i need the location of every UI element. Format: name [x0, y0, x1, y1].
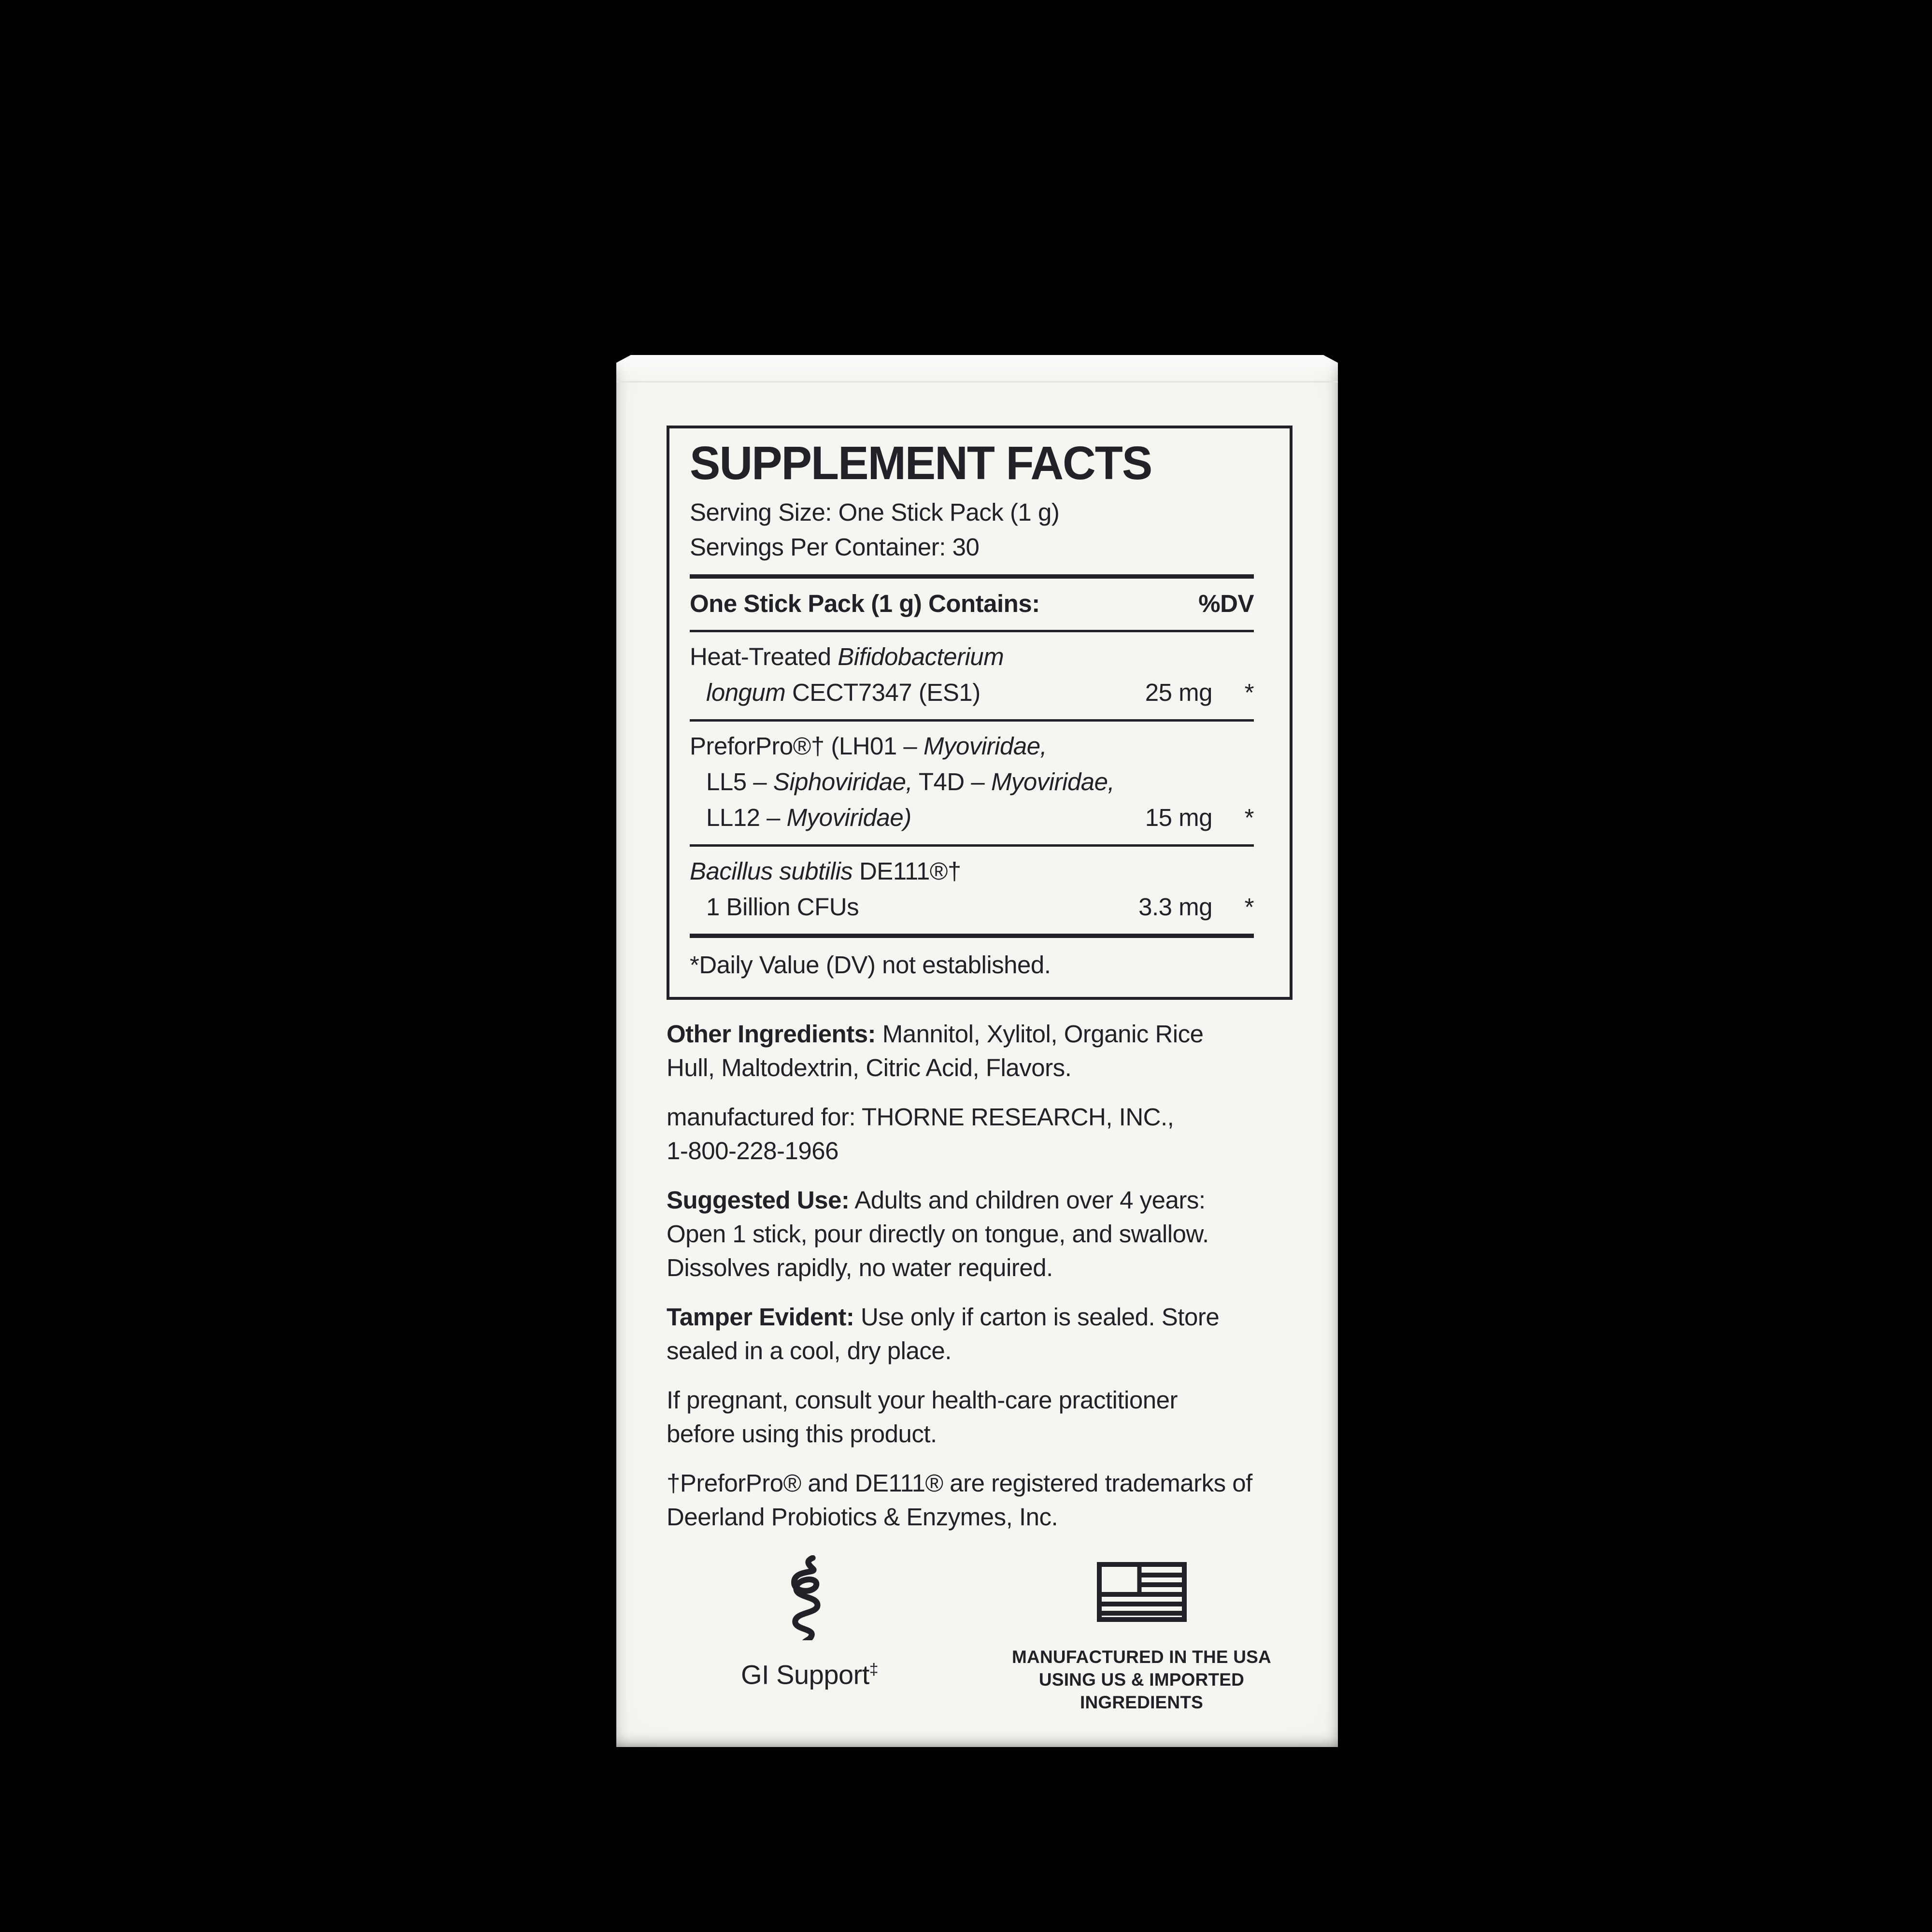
double-dagger-mark: ‡	[869, 1661, 878, 1678]
ingredient-dv: *	[1244, 679, 1254, 706]
gi-support-label: GI Support‡	[741, 1659, 878, 1690]
pregnancy-warning-paragraph	[667, 1383, 1304, 1451]
ingredient-name: PreforPro®† (LH01 – Myoviridae, LL5 – Siphoviridae, T4D – Myoviridae, LL12 – Myoviridae)	[690, 732, 1115, 831]
rule-thick-top	[690, 574, 1254, 579]
made-in-usa-caption: MANUFACTURED IN THE USA USING US & IMPORTED INGREDIENTS	[1012, 1647, 1271, 1712]
suggested-use-paragraph	[667, 1183, 1304, 1285]
serving-size: Serving Size: One Stick Pack (1 g)	[690, 498, 1060, 526]
ingredient-dv: *	[1244, 893, 1254, 921]
pregnancy-warning-text: If pregnant, consult your health-care practitioner before using this product.	[667, 1386, 1178, 1448]
manufactured-for-paragraph	[667, 1100, 1304, 1168]
label-paragraphs	[667, 1017, 1304, 1534]
ingredient-amount: 3.3 mg	[1138, 893, 1212, 921]
suggested-use-text: Adults and children over 4 years: Open 1 stick, pour directly on tongue, and swallow. Dissolves rapidly, no water required.	[667, 1186, 1209, 1281]
other-ingredients-label: Other Ingredients:	[667, 1020, 876, 1048]
carton-flap-notch-left	[616, 355, 631, 363]
footer-badges	[667, 1555, 1294, 1714]
other-ingredients-text: Mannitol, Xylitol, Organic Rice Hull, Maltodextrin, Citric Acid, Flavors.	[667, 1020, 1204, 1081]
manufactured-for-text: manufactured for: THORNE RESEARCH, INC., 1-800-228-1966	[667, 1103, 1174, 1165]
ingredient-name: Heat-Treated Bifidobacterium longum CECT7347 (ES1)	[690, 643, 1004, 706]
suggested-use-label: Suggested Use:	[667, 1186, 850, 1214]
ingredient-row-bifidobacterium	[690, 632, 1254, 719]
ingredient-amount: 25 mg	[1145, 679, 1212, 706]
carton-back-panel	[616, 355, 1338, 1747]
ingredient-row-bacillus	[690, 847, 1254, 934]
tamper-evident-label: Tamper Evident:	[667, 1303, 854, 1331]
ingredient-amount: 15 mg	[1145, 804, 1212, 831]
ingredient-row-preforpro	[690, 722, 1254, 844]
daily-value-footnote: *Daily Value (DV) not established.	[690, 951, 1051, 979]
made-in-usa-badge	[989, 1555, 1294, 1714]
contains-label: One Stick Pack (1 g) Contains:	[690, 590, 1040, 617]
other-ingredients-paragraph	[667, 1017, 1304, 1085]
trademark-paragraph	[667, 1466, 1304, 1534]
trademark-text: †PreforPro® and DE111® are registered trademarks of Deerland Probiotics & Enzymes, Inc.	[667, 1469, 1252, 1531]
gi-support-badge	[742, 1555, 877, 1714]
contains-header-row	[690, 579, 1254, 630]
rule-thick-bottom	[690, 934, 1254, 938]
supplement-facts-title: SUPPLEMENT FACTS	[690, 437, 1152, 489]
tamper-evident-paragraph	[667, 1300, 1304, 1368]
tamper-evident-text: Use only if carton is sealed. Store sealed in a cool, dry place.	[667, 1303, 1220, 1364]
us-flag-icon	[1097, 1562, 1187, 1624]
carton-top-flap-crease	[616, 355, 1338, 383]
supplement-facts-box	[667, 426, 1293, 1000]
carton-flap-notch-right	[1323, 355, 1338, 363]
ingredient-dv: *	[1244, 804, 1254, 831]
dv-header: %DV	[1198, 590, 1254, 617]
serving-info	[690, 495, 1254, 565]
servings-per-container: Servings Per Container: 30	[690, 533, 980, 561]
ingredient-name: Bacillus subtilis DE111®† 1 Billion CFUs	[690, 857, 961, 921]
intestine-icon	[778, 1555, 841, 1640]
